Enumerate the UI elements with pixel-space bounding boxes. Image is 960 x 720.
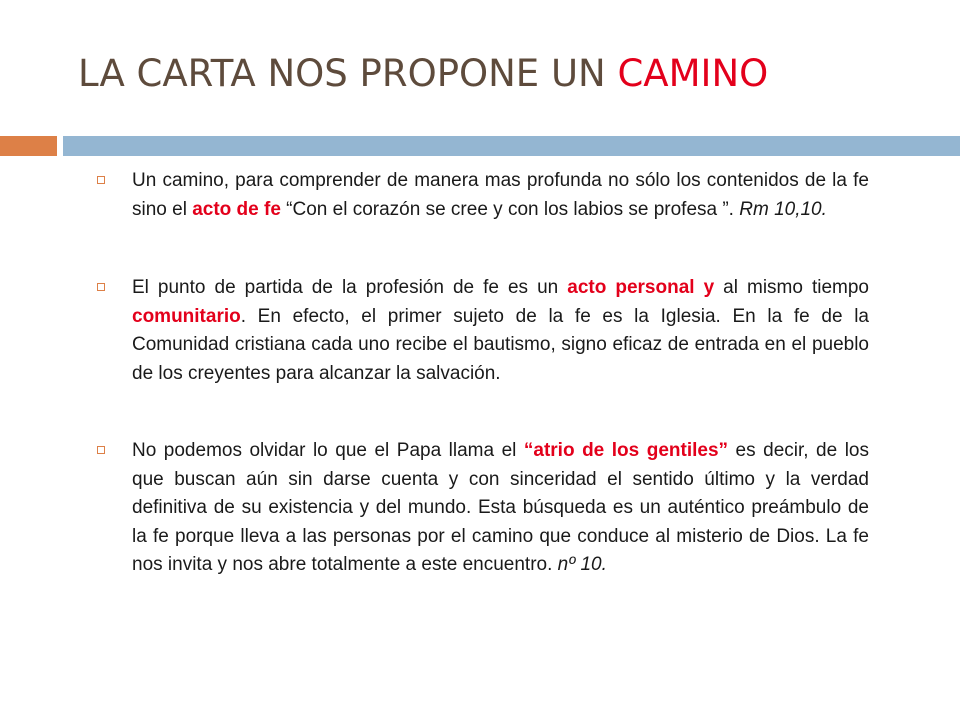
decorative-bar-blue — [63, 136, 960, 156]
bullet-2-text-a: El punto de partida de la profesión de fe es un — [132, 277, 568, 298]
bullet-2-highlight-2: comunitario — [132, 305, 241, 327]
square-bullet-icon — [97, 176, 105, 184]
bullet-2-highlight-1: acto personal y — [567, 277, 715, 298]
bullet-item-3 — [97, 437, 869, 580]
bullet-1-text-a: Un camino, para comprender de manera mas profunda no sólo los contenidos de la fe sino el — [132, 170, 869, 220]
bullet-3-highlight: “atrio de los gentiles” — [523, 440, 729, 461]
bullet-3-text-b: es decir, de los que buscan aún sin darse cuenta y con sinceridad el sentido último y la verdad definitiva de su existencia y del mundo. Esta búsqueda es un auténtico preámbulo de la fe porque lleva a las personas por el camino que conduce al misterio de Dios. La fe nos invita y nos abre totalmente a este encuentro. — [132, 440, 869, 575]
square-bullet-icon — [97, 283, 105, 291]
slide-title-accent: CAMINO — [617, 52, 769, 95]
bullet-item-2 — [97, 274, 869, 388]
bullet-1-text-b: “Con el corazón se cree y con los labios se profesa ”. — [280, 198, 740, 220]
bullet-3-text-a: No podemos olvidar lo que el Papa llama el — [132, 440, 524, 461]
bullet-item-1 — [97, 167, 869, 224]
bullet-1-highlight: acto de fe — [192, 198, 281, 220]
bullet-3-reference: nº 10. — [557, 554, 607, 575]
bullet-text-2 — [132, 274, 869, 388]
bullet-list — [97, 167, 869, 580]
bullet-1-reference: Rm 10,10. — [739, 198, 827, 220]
bullet-text-3 — [132, 437, 869, 580]
bullet-2-text-c: . En efecto, el primer sujeto de la fe es la Iglesia. En la fe de la Comunidad cristiana cada uno recibe el bautismo, signo eficaz de entrada en el pueblo de los creyentes para alcanzar la salvación. — [132, 305, 869, 384]
slide-title — [78, 52, 768, 95]
slide-title-text: LA CARTA NOS PROPONE UN — [78, 52, 618, 95]
square-bullet-icon — [97, 446, 105, 454]
bullet-2-text-b: al mismo tiempo — [714, 277, 869, 298]
bullet-text-1 — [132, 167, 869, 224]
decorative-bar-orange — [0, 136, 57, 156]
